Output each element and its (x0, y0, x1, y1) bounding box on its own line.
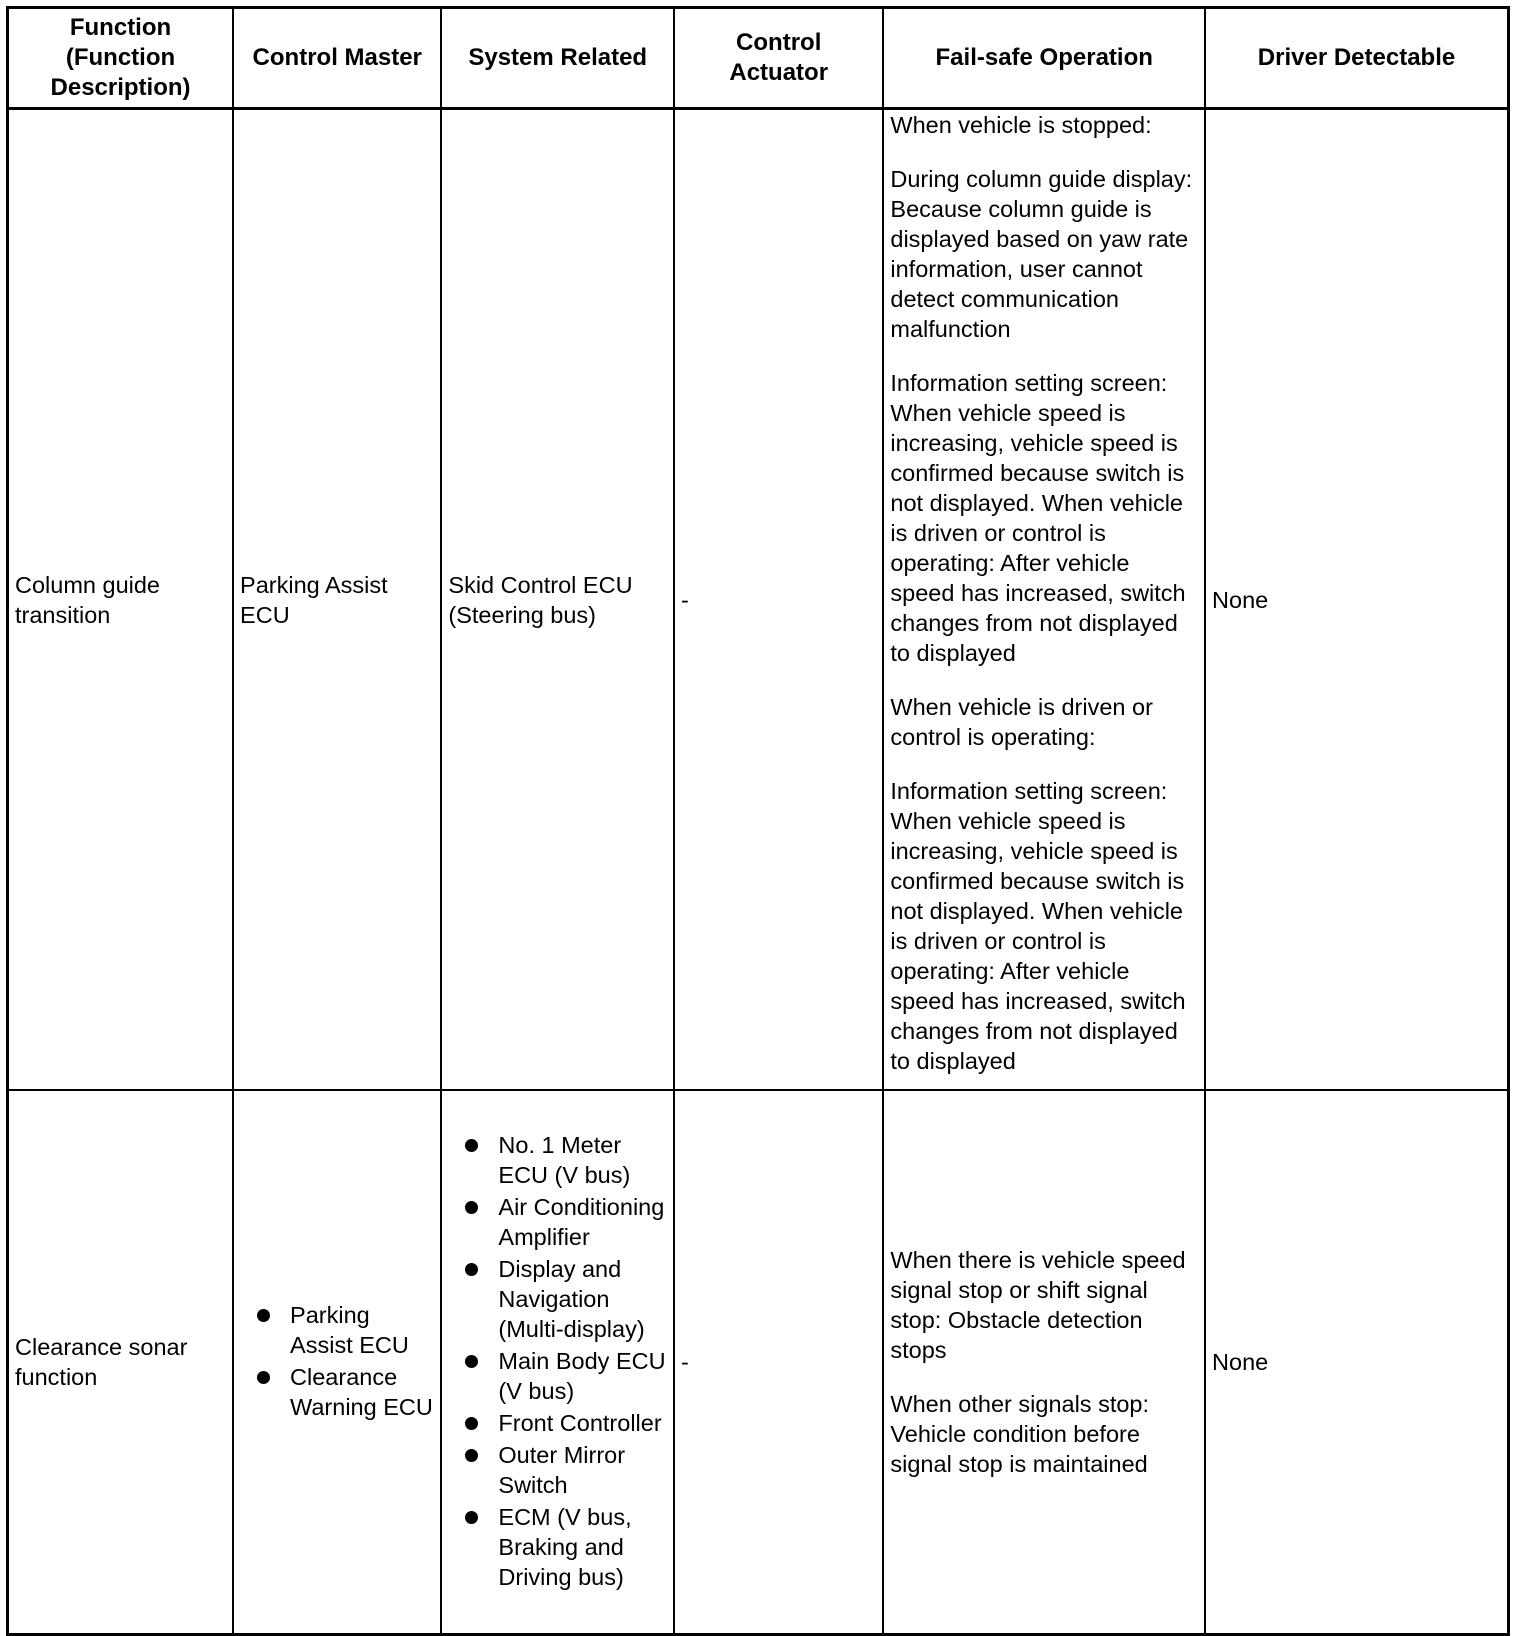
list-item (448, 1440, 667, 1500)
list-item-text: Air Conditioning Amplifier (498, 1194, 665, 1250)
list-item (448, 1408, 667, 1438)
list-item (448, 1346, 667, 1406)
fail-safe-table (6, 6, 1510, 1636)
header-function-line-3: Description) (50, 74, 191, 101)
function-line: Column guide (15, 571, 161, 598)
cell-driver-detectable: None (1205, 109, 1508, 1091)
function-line: function (15, 1364, 98, 1390)
header-function (8, 8, 234, 109)
list-item-text: Front Controller (498, 1410, 662, 1436)
fail-safe-paragraph: When vehicle is stopped: (890, 112, 1152, 138)
list-item-text: No. 1 Meter ECU (V bus) (498, 1132, 631, 1188)
cell-control-actuator: - (674, 109, 883, 1091)
cell-system-related (441, 109, 674, 1091)
cell-fail-safe-operation (883, 109, 1205, 1091)
cell-function (8, 1090, 234, 1635)
list-item (448, 1192, 667, 1252)
list-item (448, 1254, 667, 1344)
control-master-list (240, 1300, 434, 1422)
header-control-master: Control Master (233, 8, 441, 109)
list-item-text: Display and Navigation (Multi-display) (498, 1256, 645, 1342)
cell-control-master (233, 1090, 441, 1635)
list-item-text: Outer Mirror Switch (498, 1442, 626, 1498)
fail-safe-paragraph: Information setting screen: When vehicle speed is increasing, vehicle speed is confirmed because switch is not displayed. When vehicle is driven or control is operating: After vehicle speed has increased, switch changes from not displayed to displayed (890, 778, 1186, 1074)
fail-safe-paragraph: When there is vehicle speed signal stop or shift signal stop: Obstacle detection stops (890, 1247, 1186, 1363)
system-related-line: (Steering bus) (448, 601, 597, 628)
control-master-line: Parking Assist (240, 571, 388, 598)
header-control-actuator-line-2: Actuator (729, 59, 829, 86)
bullet-icon (257, 1309, 270, 1322)
cell-function (8, 109, 234, 1091)
header-function-line-2: (Function (65, 44, 176, 71)
bullet-icon (465, 1263, 478, 1276)
function-line: transition (15, 601, 111, 628)
table-header-row (8, 8, 1509, 109)
header-driver-detectable: Driver Detectable (1205, 8, 1508, 109)
table-row (8, 109, 1509, 1091)
bullet-icon (465, 1139, 478, 1152)
cell-control-actuator: - (674, 1090, 883, 1635)
system-related-list (448, 1130, 667, 1592)
header-system-related: System Related (441, 8, 674, 109)
bullet-icon (465, 1201, 478, 1214)
list-item-text: ECM (V bus, Braking and Driving bus) (498, 1504, 632, 1590)
cell-fail-safe-operation (883, 1090, 1205, 1635)
bullet-icon (465, 1355, 478, 1368)
list-item-text: Main Body ECU (V bus) (498, 1348, 666, 1404)
bullet-icon (465, 1511, 478, 1524)
list-item-text: Clearance Warning ECU (290, 1364, 433, 1420)
list-item (448, 1130, 667, 1190)
cell-system-related (441, 1090, 674, 1635)
cell-control-master (233, 109, 441, 1091)
fail-safe-paragraph: During column guide display: Because column guide is displayed based on yaw rate information, user cannot detect communication malfunction (890, 166, 1193, 342)
control-master-line: ECU (240, 601, 290, 628)
header-control-actuator-line-1: Control (736, 29, 822, 56)
function-line: Clearance sonar (15, 1334, 188, 1360)
table-row (8, 1090, 1509, 1635)
bullet-icon (257, 1371, 270, 1384)
header-fail-safe-operation: Fail-safe Operation (883, 8, 1205, 109)
list-item-text: Parking Assist ECU (290, 1302, 409, 1358)
fail-safe-paragraph: When other signals stop: Vehicle condition before signal stop is maintained (890, 1391, 1150, 1477)
bullet-icon (465, 1417, 478, 1430)
list-item (240, 1300, 434, 1360)
fail-safe-paragraph: Information setting screen: When vehicle speed is increasing, vehicle speed is confirmed because switch is not displayed. When vehicle is driven or control is operating: After vehicle speed has increased, switch changes from not displayed to displayed (890, 370, 1186, 666)
spec-sheet (6, 6, 1510, 1636)
list-item (448, 1502, 667, 1592)
cell-driver-detectable: None (1205, 1090, 1508, 1635)
list-item (240, 1362, 434, 1422)
system-related-line: Skid Control ECU (448, 571, 633, 598)
header-function-line-1: Function (69, 14, 172, 41)
header-control-actuator (674, 8, 883, 109)
bullet-icon (465, 1449, 478, 1462)
fail-safe-paragraph: When vehicle is driven or control is operating: (890, 694, 1153, 750)
